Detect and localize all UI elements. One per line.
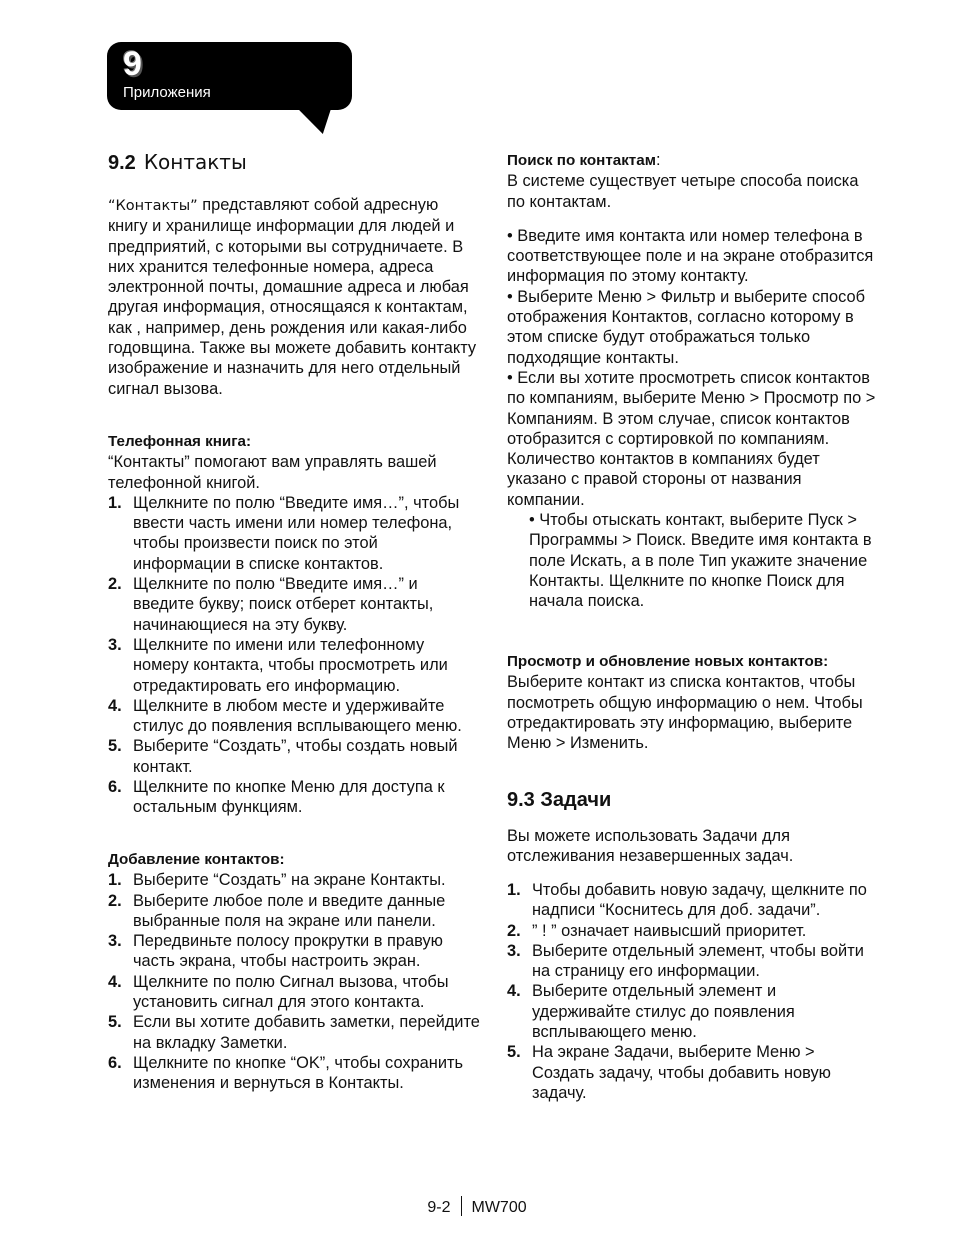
list-text: На экране Задачи, выберите Меню > Создать задачу, чтобы добавить новую задачу. xyxy=(532,1043,831,1102)
list-number: 5. xyxy=(108,1013,122,1032)
list-text: Щелкните по полю Сигнал вызова, чтобы установить сигнал для этого контакта. xyxy=(133,972,449,1012)
list-text: Щелкните по кнопке “OK”, чтобы сохранить изменения и вернуться в Контакты. xyxy=(133,1053,464,1093)
bullet-item: • Выберите Меню > Фильтр и выберите способ отображения Контактов, согласно которому в этом списке будут отображаться только подходящие контакты. xyxy=(507,287,866,367)
list-item xyxy=(507,981,879,1042)
list-item xyxy=(108,635,480,696)
list-text: Выберите “Создать” на экране Контакты. xyxy=(133,871,446,890)
list-text: Чтобы добавить новую задачу, щелкните по надписи “Коснитесь для доб. задачи”. xyxy=(532,881,867,920)
list-number: 1. xyxy=(108,493,122,512)
tasks-list xyxy=(507,880,879,1103)
tasks-section xyxy=(507,880,879,1103)
list-text: Выберите отдельный элемент, чтобы войти на страницу его информации. xyxy=(532,941,864,981)
list-number: 4. xyxy=(108,972,122,991)
contacts-intro xyxy=(108,195,480,399)
adding-section xyxy=(108,850,480,1094)
list-number: 4. xyxy=(108,696,122,715)
list-text: Если вы хотите добавить заметки, перейдите на вкладку Заметки. xyxy=(133,1013,480,1052)
section-title: Контакты xyxy=(143,150,247,174)
list-item xyxy=(108,736,480,777)
viewing-text: Выберите контакт из списка контактов, чтобы посмотреть общую информацию о нем. Чтобы отредактировать эту информацию, выберите Меню > Изменить. xyxy=(507,673,863,753)
list-number: 1. xyxy=(108,871,122,890)
search-intro: В системе существует четыре способа поиска по контактам. xyxy=(507,172,859,211)
list-number: 3. xyxy=(507,941,521,960)
contacts-intro-text: представляют собой адресную книгу и хранилище информации для людей и предприятий, с которыми вы сотрудничаете. В них хранится телефонные номера, адреса электронной почты, домашние адреса и любая другая информация, относящаяся к контактам, как , например, день рождения или какая-либо годовщина. Также вы можете добавить контакту изображение и назначить для него отдельный сигнал вызова. xyxy=(108,196,477,398)
list-item xyxy=(108,1012,480,1053)
list-number: 2. xyxy=(108,891,122,910)
bullet-item: • Если вы хотите просмотреть список контактов по компаниям, выберите Меню > Просмотр по > Компаниям. В этом случае, список контактов отобразится с сортировкой по компаниям. Количество контактов в компаниях будет указано с правой стороны от названия компании. xyxy=(507,368,876,509)
list-text: Выберите любое поле и введите данные выбранные поля на экране или панели. xyxy=(133,891,446,930)
page-footer xyxy=(0,1196,954,1218)
list-number: 6. xyxy=(108,778,122,797)
bullet-item: • Введите имя контакта или номер телефона в соответствующее поле и на экране отобразится информация по этому контакту. xyxy=(507,226,874,286)
list-item xyxy=(507,1042,879,1103)
list-text: Щелкните в любом месте и удерживайте стилус до появления всплывающего меню. xyxy=(133,696,462,736)
adding-heading: Добавление контактов: xyxy=(108,851,285,868)
list-number: 5. xyxy=(108,737,122,756)
list-number: 2. xyxy=(507,921,521,940)
list-text: Выберите отдельный элемент и удерживайте стилус до появления всплывающего меню. xyxy=(532,982,795,1042)
list-item xyxy=(108,1053,480,1094)
search-heading: Поиск по контактам xyxy=(507,152,656,169)
tasks-intro xyxy=(507,826,879,867)
list-text: Передвиньте полосу прокрутки в правую часть экрана, чтобы настроить экран. xyxy=(133,932,443,971)
list-number: 5. xyxy=(507,1043,521,1062)
page-number: 9-2 xyxy=(427,1199,451,1216)
list-text: Выберите “Создать”, чтобы создать новый контакт. xyxy=(133,737,458,776)
list-text: Щелкните по полю “Введите имя…”, чтобы ввести часть имени или номер телефона, чтобы произвести поиск по этой информации в списке контактов. xyxy=(133,493,460,573)
list-item xyxy=(108,931,480,972)
model-name: MW700 xyxy=(471,1199,527,1216)
section-9-3-heading: 9.3 Задачи xyxy=(507,789,612,811)
list-item xyxy=(507,880,879,921)
list-text: ” ! ” означает наивысший приоритет. xyxy=(532,921,807,940)
list-item xyxy=(108,972,480,1013)
search-section xyxy=(507,150,879,612)
contacts-term: “Контакты” xyxy=(108,198,198,214)
list-text: Щелкните по полю “Введите имя…” и введите букву; поиск отберет контакты, начинающиеся на эту букву. xyxy=(133,575,434,634)
list-text: Щелкните по кнопке Меню для доступа к остальным функциям. xyxy=(133,778,445,817)
list-number: 1. xyxy=(507,881,521,899)
list-item xyxy=(108,574,480,635)
footer-divider xyxy=(461,1196,462,1216)
adding-list xyxy=(108,870,480,1093)
list-item xyxy=(108,696,480,737)
phonebook-heading: Телефонная книга: xyxy=(108,433,252,450)
chapter-label: Приложения xyxy=(123,84,211,101)
bullet-item: • Чтобы отыскать контакт, выберите Пуск > Программы > Поиск. Введите имя контакта в поле Искать, а в поле Тип укажите значение Контакты. Щелкните по кнопке Поиск для начала поиска. xyxy=(529,511,872,611)
list-number: 4. xyxy=(507,982,521,1001)
phonebook-intro: “Контакты” помогают вам управлять вашей телефонной книгой. xyxy=(108,453,437,492)
list-item xyxy=(108,891,480,932)
search-heading-colon: : xyxy=(655,151,661,169)
list-item xyxy=(108,493,480,574)
chapter-number: 9 xyxy=(123,45,142,83)
phonebook-list xyxy=(108,493,480,818)
phonebook-section xyxy=(108,432,480,818)
list-item xyxy=(108,777,480,818)
viewing-heading: Просмотр и обновление новых контактов: xyxy=(507,653,829,670)
list-item xyxy=(507,941,879,982)
list-number: 6. xyxy=(108,1053,122,1072)
list-item xyxy=(507,921,879,941)
list-text: Щелкните по имени или телефонному номеру контакта, чтобы просмотреть или отредактировать его информацию. xyxy=(133,635,448,695)
section-9-2-heading xyxy=(108,152,247,173)
search-bullets xyxy=(507,226,879,612)
tasks-intro-text: Вы можете использовать Задачи для отслеживания незавершенных задач. xyxy=(507,827,794,866)
list-number: 3. xyxy=(108,635,122,654)
list-number: 2. xyxy=(108,575,122,594)
viewing-section xyxy=(507,652,879,753)
list-item xyxy=(108,870,480,890)
list-number: 3. xyxy=(108,932,122,951)
section-number: 9.2 xyxy=(108,152,136,174)
chapter-tab xyxy=(107,42,352,112)
